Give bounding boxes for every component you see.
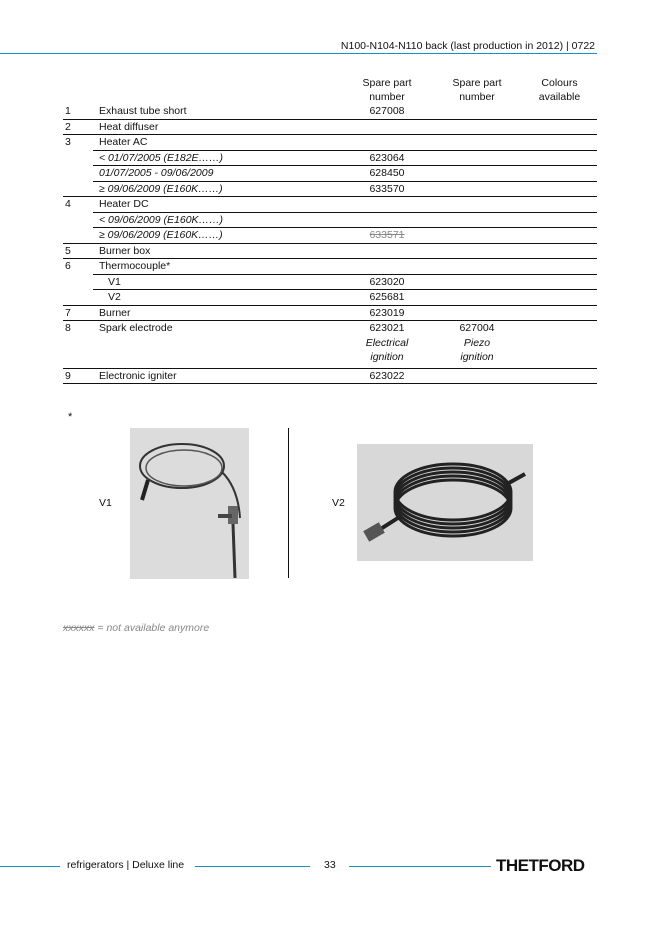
table-row: 5 Burner box [63, 243, 597, 259]
figure-label-v2: V2 [332, 497, 345, 509]
thermocouple-v1-photo [130, 428, 249, 579]
thermocouple-v2-photo [357, 444, 533, 561]
table-row: < 01/07/2005 (E182E……) 623064 [63, 150, 597, 166]
page-number: 33 [324, 859, 336, 871]
legend-text: = not available anymore [94, 622, 210, 634]
footer-rule-right [349, 866, 491, 867]
header-colours: Colours available [538, 77, 581, 103]
table-header-row [63, 76, 597, 104]
table-row: 4 Heater DC [63, 197, 597, 213]
spare-parts-table [63, 76, 597, 384]
table-row: 3 Heater AC [63, 135, 597, 151]
table-row: ≥ 09/06/2009 (E160K……) 633571 [63, 228, 597, 244]
table-row: ≥ 09/06/2009 (E160K……) 633570 [63, 181, 597, 197]
table-row: 2 Heat diffuser [63, 119, 597, 135]
table-row: V2 625681 [63, 290, 597, 306]
table-row: 1 Exhaust tube short 627008 [63, 104, 597, 119]
header-rule [0, 53, 597, 54]
legend-note [63, 622, 209, 634]
footer-rule-left [0, 866, 60, 867]
table-row: 8 Spark electrode 623021 Electrical ignition 627004 Piezo ignition [63, 321, 597, 369]
table-row: 6 Thermocouple* [63, 259, 597, 275]
footer-section: refrigerators | Deluxe line [67, 859, 185, 871]
thetford-logo [496, 854, 592, 876]
table-row: 01/07/2005 - 09/06/2009 628450 [63, 166, 597, 182]
footnote-star: * [68, 411, 73, 423]
header-desc [93, 76, 342, 104]
table-row: 9 Electronic igniter 623022 [63, 368, 597, 384]
discontinued-part-number: 633571 [369, 229, 405, 241]
page-header-title: N100-N104-N110 back (last production in 2012) | 0722 [340, 40, 595, 52]
header-num [63, 76, 93, 104]
table-row: V1 623020 [63, 274, 597, 290]
header-spare-part-1: Spare part number [362, 77, 412, 103]
table-row: < 09/06/2009 (E160K……) [63, 212, 597, 228]
figure-divider [288, 428, 289, 578]
header-spare-part-2: Spare part number [452, 77, 502, 103]
legend-strike-sample: xxxxxx [63, 622, 95, 634]
table-row: 7 Burner 623019 [63, 305, 597, 321]
svg-text:THETFORD: THETFORD [496, 856, 585, 875]
footer-rule-middle [195, 866, 310, 867]
figure-label-v1: V1 [99, 497, 112, 509]
